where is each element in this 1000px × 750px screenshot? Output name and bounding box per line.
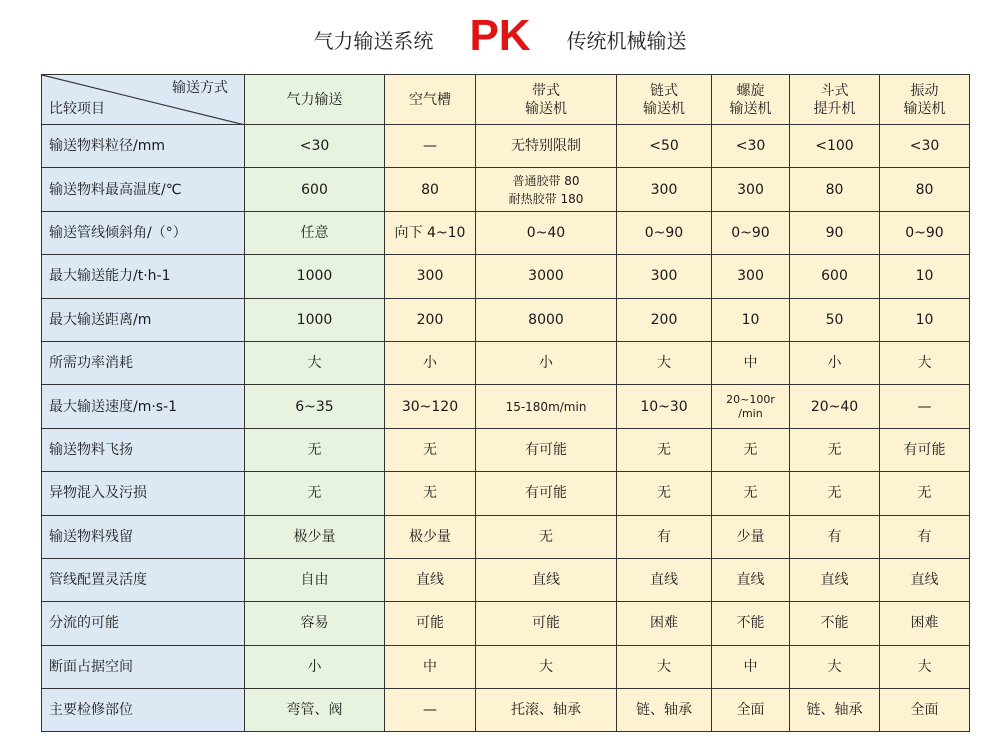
table-row (42, 515, 970, 558)
table-cell: 80 (385, 168, 476, 211)
row-label: 断面占据空间 (42, 645, 245, 688)
table-cell: 有可能 (476, 472, 617, 515)
corner-bottom-label: 比较项目 (49, 101, 105, 117)
table-cell: 无 (712, 472, 790, 515)
table-cell-line: 耐热胶带 180 (508, 191, 584, 206)
table-cell: 300 (617, 168, 712, 211)
table-cell: 可能 (385, 602, 476, 645)
table-cell: 困难 (617, 602, 712, 645)
table-cell: 0~90 (712, 211, 790, 254)
table-cell-line: /min (738, 406, 763, 420)
row-label: 异物混入及污损 (42, 472, 245, 515)
table-cell: 直线 (476, 558, 617, 601)
table-cell: 1000 (245, 298, 385, 341)
table-cell: 直线 (880, 558, 970, 601)
title-pk: PK (469, 11, 531, 60)
table-cell: 无 (476, 515, 617, 558)
table-cell: 300 (712, 168, 790, 211)
table-cell: 8000 (476, 298, 617, 341)
table-cell: 无 (245, 472, 385, 515)
column-header-text: 链式 (650, 82, 678, 99)
table-row (42, 255, 970, 298)
page-title (0, 0, 1000, 74)
table-cell: 无 (385, 472, 476, 515)
table-cell: 600 (245, 168, 385, 211)
row-label: 管线配置灵活度 (42, 558, 245, 601)
table-cell: 直线 (385, 558, 476, 601)
row-label: 输送物料粒径/mm (42, 125, 245, 168)
row-label: 所需功率消耗 (42, 341, 245, 384)
table-cell: 极少量 (245, 515, 385, 558)
table-cell: 90 (790, 211, 880, 254)
table-cell: 托滚、轴承 (476, 689, 617, 732)
column-header (385, 75, 476, 125)
column-header (476, 75, 617, 125)
table-cell: <30 (245, 125, 385, 168)
table-cell: 有可能 (880, 428, 970, 471)
table-cell (476, 168, 617, 211)
row-label: 主要检修部位 (42, 689, 245, 732)
table-cell: 大 (790, 645, 880, 688)
table-cell: 1000 (245, 255, 385, 298)
table-cell: 全面 (880, 689, 970, 732)
table-cell: 有可能 (476, 428, 617, 471)
header-row (42, 75, 970, 125)
header-corner-cell (42, 75, 245, 125)
column-header (712, 75, 790, 125)
table-cell: 30~120 (385, 385, 476, 428)
table-cell: 大 (617, 645, 712, 688)
column-header-text: 输送机 (643, 100, 685, 117)
table-row (42, 168, 970, 211)
table-cell: 200 (385, 298, 476, 341)
table-cell: 无 (880, 472, 970, 515)
table-cell: 链、轴承 (617, 689, 712, 732)
table-cell: 无特别限制 (476, 125, 617, 168)
table-cell: — (385, 689, 476, 732)
table-cell: <100 (790, 125, 880, 168)
table-cell: 直线 (617, 558, 712, 601)
table-cell: 200 (617, 298, 712, 341)
table-cell: 20~40 (790, 385, 880, 428)
table-cell: <30 (880, 125, 970, 168)
row-label: 输送物料残留 (42, 515, 245, 558)
table-cell: 大 (245, 341, 385, 384)
table-cell: 中 (712, 645, 790, 688)
table-row (42, 428, 970, 471)
column-header-text: 输送机 (525, 100, 567, 117)
table-row (42, 645, 970, 688)
row-label: 输送物料最高温度/℃ (42, 168, 245, 211)
table-cell: 少量 (712, 515, 790, 558)
row-label: 输送物料飞扬 (42, 428, 245, 471)
table-cell: 有 (790, 515, 880, 558)
table-cell: 大 (617, 341, 712, 384)
table-cell: <50 (617, 125, 712, 168)
column-header-text: 振动 (910, 82, 939, 99)
table-cell: 0~40 (476, 211, 617, 254)
row-label: 最大输送速度/m·s-1 (42, 385, 245, 428)
table-cell: 80 (790, 168, 880, 211)
table-row (42, 341, 970, 384)
row-label: 最大输送距离/m (42, 298, 245, 341)
table-cell: 自由 (245, 558, 385, 601)
comparison-table (41, 74, 970, 732)
table-cell-line: 普通胶带 80 (512, 173, 580, 188)
table-cell: 10 (880, 298, 970, 341)
column-header (790, 75, 880, 125)
table-cell: 链、轴承 (790, 689, 880, 732)
table-cell: 容易 (245, 602, 385, 645)
table-cell: 10 (712, 298, 790, 341)
table-cell: 无 (617, 472, 712, 515)
table-cell (712, 385, 790, 428)
table-row (42, 689, 970, 732)
table-cell: 无 (790, 428, 880, 471)
table-cell: 80 (880, 168, 970, 211)
table-cell: 6~35 (245, 385, 385, 428)
table-cell: 不能 (712, 602, 790, 645)
table-cell: 中 (385, 645, 476, 688)
table-row (42, 602, 970, 645)
row-label: 输送管线倾斜角/（°） (42, 211, 245, 254)
table-cell: 300 (712, 255, 790, 298)
column-header (617, 75, 712, 125)
column-header-text: 带式 (532, 82, 560, 99)
title-right: 传统机械输送 (566, 29, 687, 53)
table-cell: 大 (880, 341, 970, 384)
table-cell: 直线 (790, 558, 880, 601)
row-label: 分流的可能 (42, 602, 245, 645)
table-cell: 10 (880, 255, 970, 298)
table-cell: 小 (245, 645, 385, 688)
table-cell: <30 (712, 125, 790, 168)
row-label: 最大输送能力/t·h-1 (42, 255, 245, 298)
table-cell: 无 (385, 428, 476, 471)
table-cell: — (880, 385, 970, 428)
column-header (245, 75, 385, 125)
table-cell: 无 (790, 472, 880, 515)
table-cell: 极少量 (385, 515, 476, 558)
table-body (42, 125, 970, 732)
table-cell: 大 (476, 645, 617, 688)
table-cell: 50 (790, 298, 880, 341)
table-cell: 大 (880, 645, 970, 688)
table-cell: 有 (617, 515, 712, 558)
table-cell: 0~90 (880, 211, 970, 254)
column-header-text: 空气槽 (409, 91, 451, 108)
table-cell: 3000 (476, 255, 617, 298)
table-cell: 无 (245, 428, 385, 471)
table-cell: 300 (385, 255, 476, 298)
title-left: 气力输送系统 (313, 29, 434, 53)
column-header-text: 螺旋 (736, 82, 765, 99)
table-cell: 直线 (712, 558, 790, 601)
table-row (42, 211, 970, 254)
table-cell: 10~30 (617, 385, 712, 428)
table-row (42, 385, 970, 428)
table-cell: 小 (476, 341, 617, 384)
column-header-text: 斗式 (820, 82, 849, 99)
column-header-text: 提升机 (813, 100, 856, 117)
table-cell: 困难 (880, 602, 970, 645)
table-row (42, 298, 970, 341)
table-cell: 无 (617, 428, 712, 471)
column-header-text: 输送机 (729, 100, 772, 117)
table-cell: 无 (712, 428, 790, 471)
table-cell: 15-180m/min (476, 385, 617, 428)
corner-top-label: 输送方式 (172, 80, 228, 96)
column-header-text: 输送机 (903, 100, 946, 117)
table-cell-line: 20~100r (726, 392, 775, 406)
table-cell: 全面 (712, 689, 790, 732)
table-cell: 小 (385, 341, 476, 384)
table-cell: 任意 (245, 211, 385, 254)
table-row (42, 125, 970, 168)
table-cell: 小 (790, 341, 880, 384)
table-row (42, 472, 970, 515)
table-cell: — (385, 125, 476, 168)
column-header-text: 气力输送 (286, 91, 343, 108)
table-cell: 300 (617, 255, 712, 298)
table-cell: 0~90 (617, 211, 712, 254)
table-cell: 有 (880, 515, 970, 558)
table-cell: 中 (712, 341, 790, 384)
table-cell: 600 (790, 255, 880, 298)
table-cell: 不能 (790, 602, 880, 645)
table-row (42, 558, 970, 601)
table-cell: 向下 4~10 (385, 211, 476, 254)
column-header (880, 75, 970, 125)
table-cell: 可能 (476, 602, 617, 645)
table-cell: 弯管、阀 (245, 689, 385, 732)
